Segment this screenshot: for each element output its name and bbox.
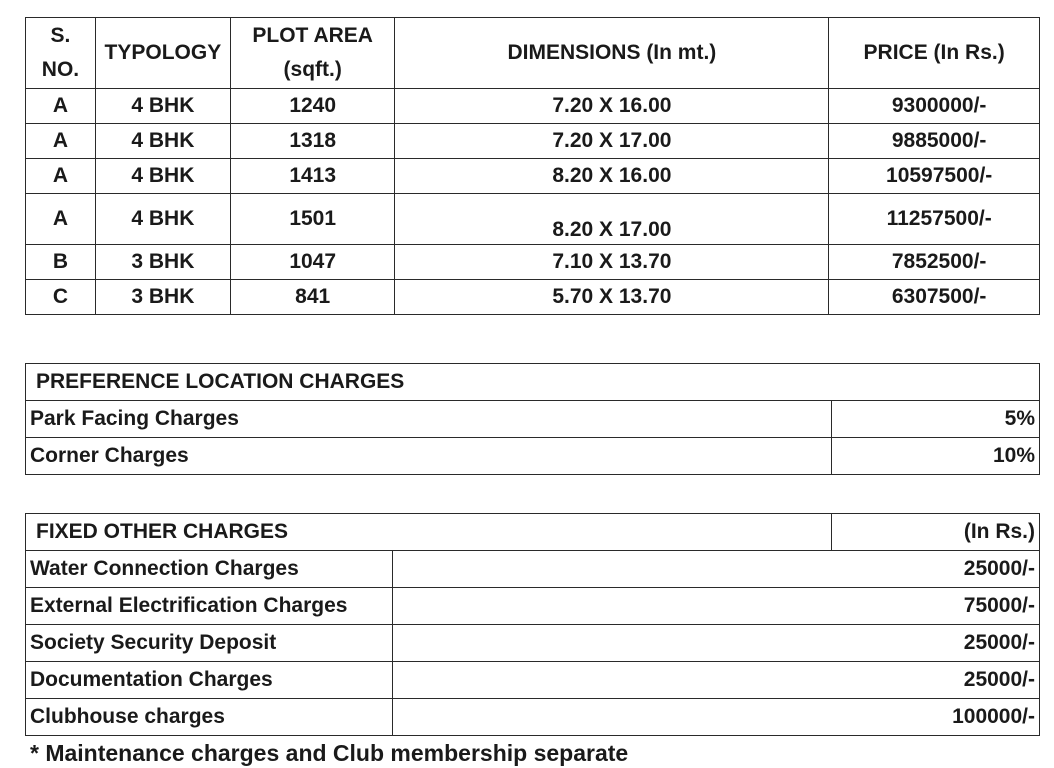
cell-area: 1501 [230,194,395,245]
table-row [26,124,1040,159]
charge-label: Corner Charges [26,438,832,475]
cell-typology: 4 BHK [95,124,230,159]
charge-label: External Electrification Charges [26,588,393,625]
cell-price: 9300000/- [829,89,1040,124]
cell-sno: C [26,280,96,315]
table-row [26,662,1040,699]
charge-value: 25000/- [393,551,1040,588]
cell-price: 10597500/- [829,159,1040,194]
cell-typology: 3 BHK [95,280,230,315]
charge-label: Society Security Deposit [26,625,393,662]
charge-label: Park Facing Charges [26,401,832,438]
cell-sno: A [26,159,96,194]
cell-area: 1047 [230,245,395,280]
cell-dimensions: 8.20 X 16.00 [395,159,829,194]
cell-dimensions: 8.20 X 17.00 [395,194,829,245]
charge-value: 10% [832,438,1040,475]
footnote: * Maintenance charges and Club membership separate [30,740,629,766]
table-row [26,159,1040,194]
cell-price: 7852500/- [829,245,1040,280]
cell-sno: A [26,124,96,159]
charge-value: 25000/- [393,625,1040,662]
charge-label: Water Connection Charges [26,551,393,588]
cell-typology: 4 BHK [95,194,230,245]
table-row [26,194,1040,245]
fixed-charges-table [25,513,1040,736]
cell-sno: B [26,245,96,280]
table-row [26,699,1040,736]
fixed-unit: (In Rs.) [832,514,1040,551]
header-sno: S. NO. [26,18,96,89]
cell-sno: A [26,89,96,124]
cell-area: 1413 [230,159,395,194]
cell-dimensions: 7.20 X 16.00 [395,89,829,124]
cell-dimensions: 5.70 X 13.70 [395,280,829,315]
charge-value: 100000/- [393,699,1040,736]
header-typology: TYPOLOGY [95,18,230,89]
table-row [26,245,1040,280]
cell-price: 11257500/- [829,194,1040,245]
cell-area: 841 [230,280,395,315]
cell-price: 9885000/- [829,124,1040,159]
header-plot-area: PLOT AREA (sqft.) [230,18,395,89]
fixed-title: FIXED OTHER CHARGES [26,514,832,551]
charge-label: Documentation Charges [26,662,393,699]
charge-value: 75000/- [393,588,1040,625]
table-title-row [26,364,1040,401]
table-header-row [26,18,1040,89]
cell-typology: 4 BHK [95,89,230,124]
cell-dimensions: 7.10 X 13.70 [395,245,829,280]
cell-dimensions: 7.20 X 17.00 [395,124,829,159]
header-price: PRICE (In Rs.) [829,18,1040,89]
cell-typology: 4 BHK [95,159,230,194]
cell-area: 1240 [230,89,395,124]
table-row [26,588,1040,625]
preference-charges-table [25,363,1040,475]
table-row [26,401,1040,438]
table-title-row [26,514,1040,551]
plot-price-table [25,17,1040,315]
header-dimensions: DIMENSIONS (In mt.) [395,18,829,89]
table-row [26,280,1040,315]
cell-typology: 3 BHK [95,245,230,280]
charge-label: Clubhouse charges [26,699,393,736]
table-row [26,625,1040,662]
charge-value: 5% [832,401,1040,438]
charge-value: 25000/- [393,662,1040,699]
table-row [26,438,1040,475]
cell-area: 1318 [230,124,395,159]
table-row [26,89,1040,124]
cell-sno: A [26,194,96,245]
table-row [26,551,1040,588]
cell-price: 6307500/- [829,280,1040,315]
preference-title: PREFERENCE LOCATION CHARGES [26,364,1040,401]
